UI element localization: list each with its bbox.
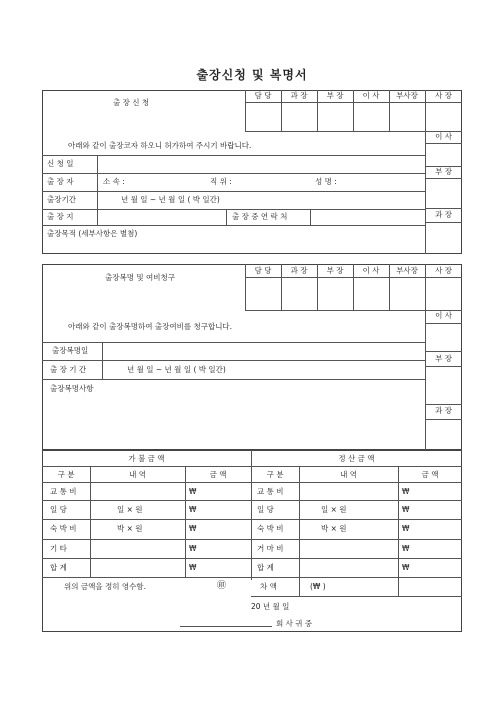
- right-row-won: ₩: [402, 487, 410, 496]
- side-label-dept-head: 부 장: [435, 167, 452, 176]
- left-row-won: ₩: [189, 563, 197, 572]
- side-label-director: 이 사: [435, 132, 452, 141]
- section-heading: 출 장 신 청: [113, 98, 150, 107]
- left-row-won: ₩: [189, 524, 197, 533]
- left-col-category: 구 분: [57, 470, 75, 479]
- travel-report-section: [42, 264, 462, 450]
- right-row-won: ₩: [402, 524, 410, 533]
- document-title: 출장신청 및 복명서: [196, 68, 308, 82]
- right-row-label: 숙 박 비: [257, 524, 284, 533]
- name-label: 성 명 :: [315, 177, 337, 186]
- approval-header-dept-head-2: 부 장: [326, 266, 344, 275]
- section2-heading: 출장복명 및 여비청구: [105, 273, 175, 282]
- left-row-label: 합 계: [50, 563, 67, 572]
- report-period-value: 년 월 일 ~ 년 월 일 ( 박 일간): [127, 365, 226, 374]
- approval-header-staff: 담 당: [254, 91, 272, 100]
- approval-header-director: 이 사: [362, 91, 380, 100]
- report-period-label: 출 장 기 간: [50, 365, 87, 374]
- right-col-category: 구 분: [266, 470, 284, 479]
- left-row-label: 기 타: [50, 544, 67, 553]
- side-label-section-chief-2: 과 장: [435, 406, 452, 415]
- approval-header-vice-president-2: 부사장: [396, 266, 418, 275]
- approval-header-director-2: 이 사: [362, 266, 380, 275]
- left-row-won: ₩: [189, 544, 197, 553]
- approval-header-vice-president: 부사장: [396, 91, 418, 100]
- right-row-label: 합 계: [257, 563, 274, 572]
- side-label-director-2: 이 사: [435, 311, 452, 320]
- right-row-label: 일 당: [257, 505, 274, 514]
- receipt-text: 위의 금액을 정히 영수함.: [64, 582, 146, 591]
- left-row-label: 교 통 비: [50, 487, 77, 496]
- left-col-detail: 내 역: [129, 470, 146, 479]
- settlement-amount-title: 정 산 금 액: [338, 454, 375, 463]
- contact-label: 출 장 중 연 락 처: [232, 212, 288, 221]
- report-items-label: 출장복명사항: [50, 384, 94, 393]
- right-row-detail: 박 × 원: [321, 524, 347, 533]
- report-request-text: 아래와 같이 출장복명하여 출장여비를 청구합니다.: [68, 322, 233, 331]
- approval-header-staff-2: 담 당: [254, 266, 272, 275]
- left-row-detail: 일 × 원: [117, 505, 143, 514]
- right-row-label: 거 마 비: [257, 544, 284, 553]
- approval-header-section-chief: 과 장: [290, 91, 308, 100]
- right-row-won: ₩: [402, 505, 410, 514]
- side-label-dept-head-2: 부 장: [435, 354, 452, 363]
- approval-header-president-2: 사 장: [435, 266, 452, 275]
- right-row-detail: 일 × 원: [321, 505, 347, 514]
- dept-label: 소 속 :: [103, 177, 125, 186]
- approval-header-dept-head: 부 장: [326, 91, 344, 100]
- right-row-label: 교 통 비: [257, 487, 284, 496]
- balance-label: 차 액: [260, 582, 277, 591]
- left-row-label: 숙 박 비: [50, 524, 77, 533]
- report-date-label: 출장복명일: [52, 346, 89, 355]
- right-row-won: ₩: [402, 563, 410, 572]
- purpose-label: 출장목적 (세부사항은 별첨): [47, 229, 138, 238]
- advance-amount-title: 가 불 금 액: [128, 454, 165, 463]
- right-row-won: ₩: [402, 544, 410, 553]
- right-col-detail: 내 역: [340, 470, 357, 479]
- destination-label: 출 장 지: [47, 212, 74, 221]
- request-text: 아래와 같이 출장코자 하오니 허가하여 주시기 바랍니다.: [68, 141, 252, 150]
- position-label: 직 위 :: [210, 177, 232, 186]
- approval-header-president: 사 장: [435, 91, 452, 100]
- left-col-amount: 금 액: [209, 470, 227, 479]
- left-row-detail: 박 × 원: [117, 524, 143, 533]
- period-label: 출장기간: [47, 195, 76, 204]
- period-value: 년 월 일 ~ 년 월 일 ( 박 일간): [121, 195, 220, 204]
- date-line: 20 년 월 일: [251, 602, 290, 611]
- left-row-won: ₩: [189, 487, 197, 496]
- seal-mark: ㊞: [217, 581, 227, 591]
- left-row-label: 일 당: [50, 505, 67, 514]
- traveler-label: 출 장 자: [47, 177, 74, 186]
- approval-header-section-chief-2: 과 장: [290, 266, 308, 275]
- company-addressee: 회 사 귀 중: [276, 619, 313, 628]
- signature-line: [180, 626, 272, 627]
- side-label-section-chief: 과 장: [435, 210, 452, 219]
- balance-value: (₩ ): [310, 582, 326, 591]
- right-col-amount: 금 액: [421, 470, 439, 479]
- apply-date-label: 신 청 일: [47, 159, 74, 168]
- left-row-won: ₩: [189, 505, 197, 514]
